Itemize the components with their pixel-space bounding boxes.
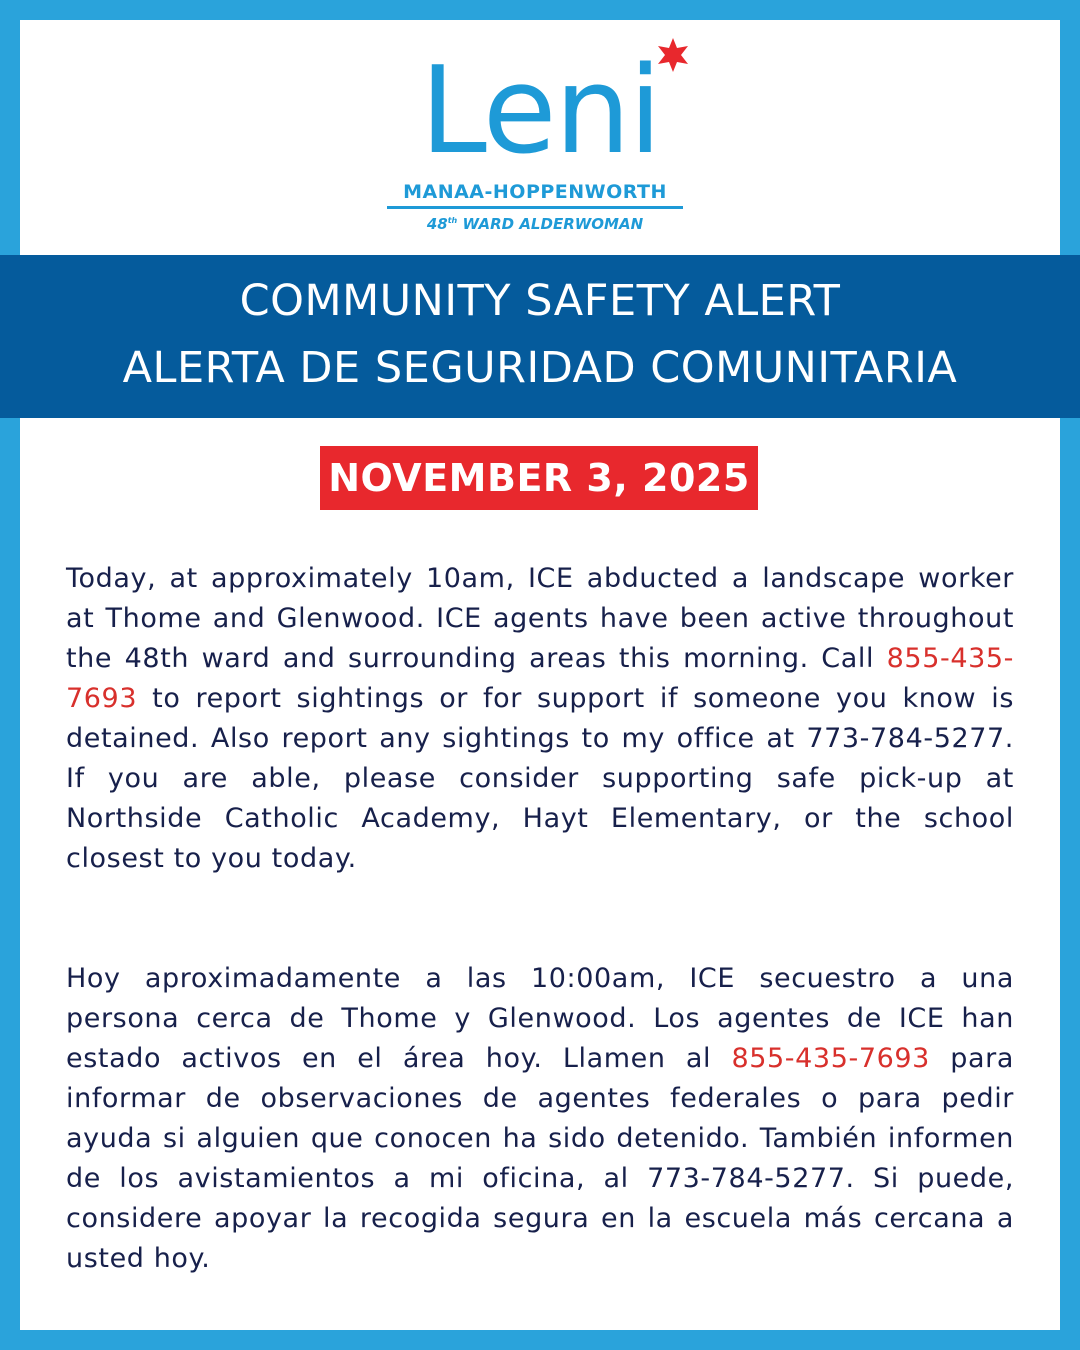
banner-title-es: ALERTA DE SEGURIDAD COMUNITARIA [122,343,958,393]
alert-card [20,20,1060,1330]
banner-title-en: COMMUNITY SAFETY ALERT [239,276,841,326]
logo-surname: MANAA-HOPPENWORTH [403,181,667,203]
logo [20,20,1060,255]
hotline-phone-en: 855-435-7693 [66,643,1014,714]
paragraph-english: Today, at approximately 10am, ICE abducted a landscape worker at Thome and Glenwood. ICE agents have been active throughout the 48th ward and surrounding areas this morning. Call 855-435-7693 to report sightings or for support if someone you know is detained. Also report any sightings to my office at 773-784-5277. If you are able, please consider supporting safe pick-up at Northside Catholic Academy, Hayt Elementary, or the school closest to you today. [66,563,1014,874]
logo-ward-title: 48th WARD ALDERWOMAN [426,215,644,233]
date-badge: NOVEMBER 3, 2025 [320,446,758,510]
logo-name: Leni [420,42,660,181]
paragraph-spanish: Hoy aproximadamente a las 10:00am, ICE secuestro a una persona cerca de Thome y Glenwood. Los agentes de ICE han estado activos en el área hoy. Llamen al 855-435-7693 para informar de observaciones de agentes federales o para pedir ayuda si alguien que conocen ha sido detenido. También informen de los avistamientos a mi oficina, al 773-784-5277. Si puede, considere apoyar la recogida segura en la escuela más cercana a usted hoy. [66,963,1014,1274]
logo-divider [387,206,683,209]
alert-banner [0,255,1080,418]
hotline-phone-es: 855-435-7693 [731,1043,930,1074]
